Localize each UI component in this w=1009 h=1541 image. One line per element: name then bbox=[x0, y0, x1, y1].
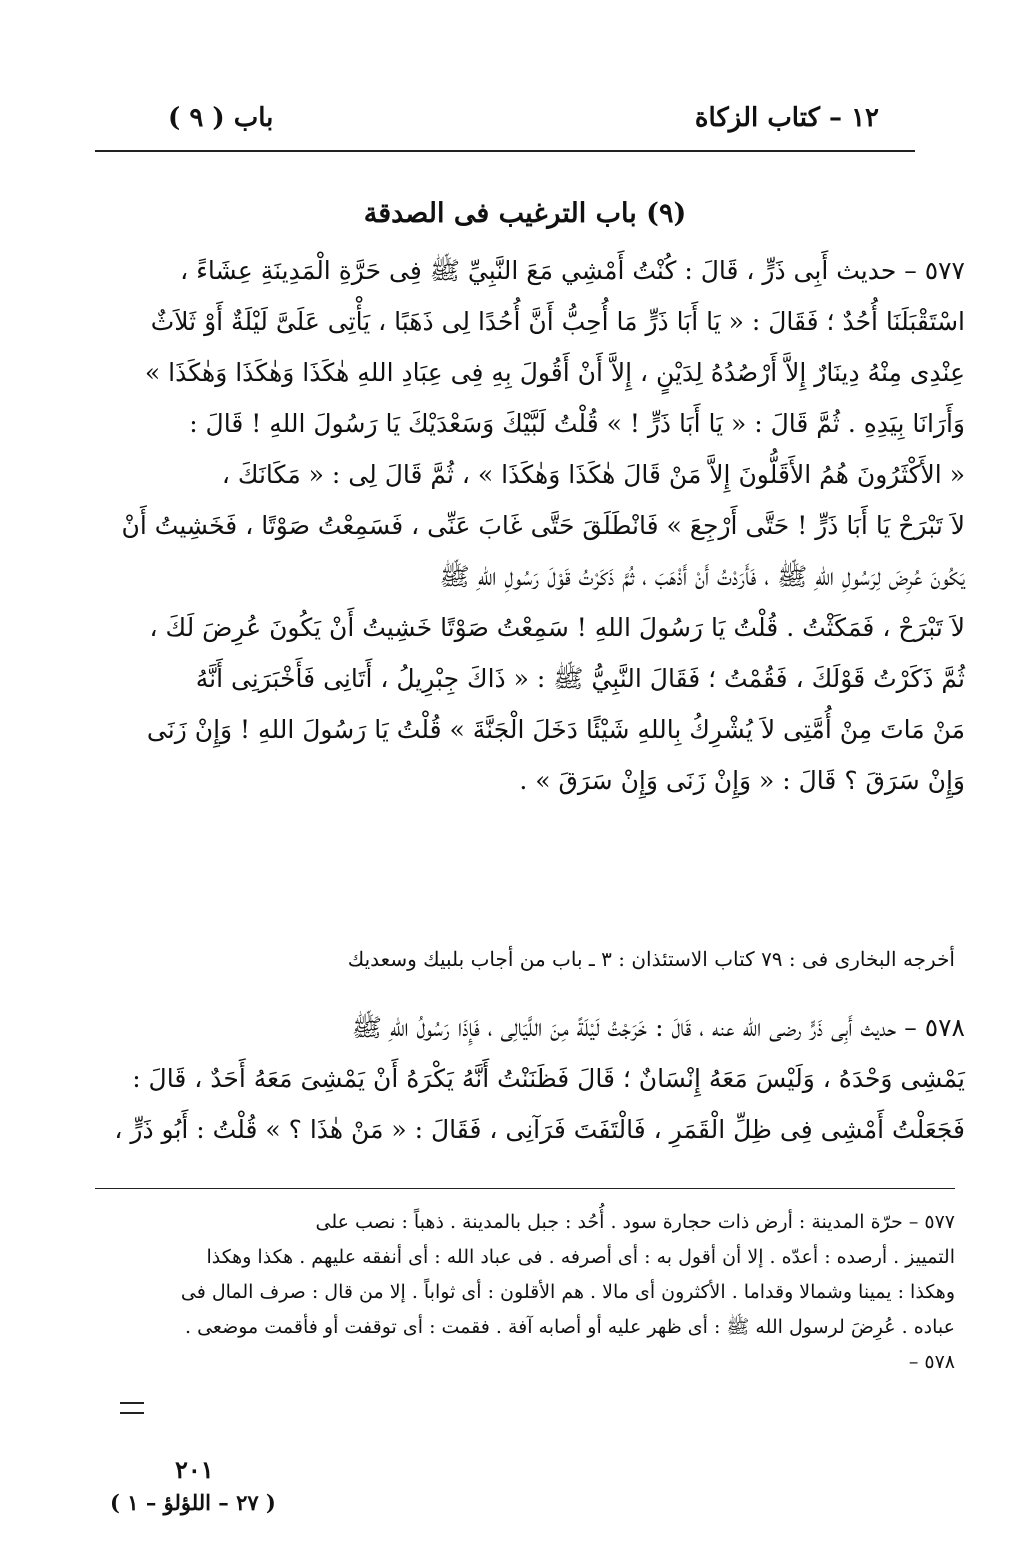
hadith-577-line: لاَ تَبْرَحْ يَا أَبَا ذَرٍّ ! حَتَّى أَرْجِعَ » فَانْطَلَقَ حَتَّى غَابَ عَنِّى ، فَسَمِعْتُ صَوْتًا ، فَخَشِيتُ أَنْ bbox=[121, 511, 965, 540]
hadith-577-line: عِنْدِى مِنْهُ دِينَارٌ إِلاَّ أَرْصُدُهُ لِدَيْنٍ ، إِلاَّ أَنْ أَقُولَ بِهِ فِى عِبَادِ اللهِ هٰكَذَا وَهٰكَذَا وَهٰكَذَا » bbox=[144, 358, 965, 387]
hadith-578-line: فَجَعَلْتُ أَمْشِى فِى ظِلِّ الْقَمَرِ ، فَالْتَفَتَ فَرَآنِى ، فَقَالَ : « مَنْ هٰذَا ؟ » قُلْتُ : أَبُو ذَرٍّ ، bbox=[114, 1115, 965, 1144]
hadith-577-line: وَأَرَانَا بِيَدِهِ . ثُمَّ قَالَ : « يَا أَبَا ذَرٍّ ! » قُلْتُ لَبَّيْكَ وَسَعْدَيْكَ يَا رَسُولَ اللهِ ! قَالَ : bbox=[189, 409, 965, 438]
footnote-line: ٥٧٧ – حرّة المدينة : أرض ذات حجارة سود . أُحُد : جبل بالمدينة . ذهباً : نصب على bbox=[315, 1211, 955, 1233]
section-title: (٩) باب الترغيب فى الصدقة bbox=[363, 198, 687, 229]
hadith-577-line: ٥٧٧ – حديث أَبِى ذَرٍّ ، قَالَ : كُنْتُ أَمْشِي مَعَ النَّبِيِّ ﷺ فِى حَرَّةِ الْمَدِينَةِ عِشَاءً ، bbox=[180, 256, 965, 285]
hadith-577-line: مَنْ مَاتَ مِنْ أُمَّتِى لاَ يُشْرِكُ بِاللهِ شَيْئًا دَخَلَ الْجَنَّةَ » قُلْتُ يَا رَسُولَ اللهِ ! وَإِنْ زَنَى bbox=[146, 715, 965, 744]
hadith-577-line: وَإِنْ سَرَقَ ؟ قَالَ : « وَإِنْ زَنَى وَإِنْ سَرَقَ » . bbox=[519, 766, 965, 795]
footnote-line: عباده . عُرِضَ لرسول الله ﷺ : أى ظهر عليه أو أصابه آفة . فقمت : أى توقفت أو فأقمت موضعى . bbox=[185, 1316, 955, 1338]
footnote-line: التمييز . أرصده : أعدّه . إلا أن أقول به : أى أصرفه . فى عباد الله : أى أنفقه عليهم . هكذا وهكذا bbox=[206, 1246, 955, 1268]
running-header-book: ١٢ – كتاب الزكاة bbox=[694, 103, 879, 133]
continuation-mark bbox=[120, 1402, 144, 1414]
printer-signature: ( ٢٧ – اللؤلؤ – ١ ) bbox=[110, 1490, 276, 1515]
hadith-578-line: يَمْشِى وَحْدَهُ ، وَلَيْسَ مَعَهُ إِنْسَانٌ ؛ قَالَ فَظَنَنْتُ أَنَّهُ يَكْرَهُ أَنْ يَمْشِىَ مَعَهُ أَحَدٌ ، قَالَ : bbox=[132, 1064, 965, 1093]
hadith-577 bbox=[95, 245, 965, 806]
hadith-577-line: اسْتَقْبَلَنَا أُحُدٌ ؛ فَقَالَ : « يَا أَبَا ذَرٍّ مَا أُحِبُّ أَنَّ أُحُدًا لِى ذَهَبًا ، يَأْتِى عَلَىَّ لَيْلَةٌ أَوْ ثَلاَثٌ bbox=[150, 307, 965, 336]
hadith-578 bbox=[95, 1002, 965, 1155]
page-number: ٢٠١ bbox=[175, 1455, 214, 1484]
source-reference-577: أخرجه البخارى فى : ٧٩ كتاب الاستئذان : ٣ ـ باب من أجاب بلبيك وسعديك bbox=[347, 947, 955, 971]
hadith-577-line: لاَ تَبْرَحْ ، فَمَكَثْتُ . قُلْتُ يَا رَسُولَ اللهِ ! سَمِعْتُ صَوْتًا خَشِيتُ أَنْ يَكُونَ عُرِضَ لَكَ ، bbox=[149, 613, 965, 642]
running-header-chapter: ( ٩ ) باب bbox=[168, 103, 274, 133]
footnotes bbox=[95, 1205, 955, 1380]
hadith-577-line: يَكُونَ عُرِضَ لِرَسُولِ اللهِ ﷺ ، فَأَرَدْتُ أَنْ أَذْهَبَ ، ثُمَّ ذَكَرْتُ قَوْلَ رَسُولِ اللهِ ﷺ bbox=[439, 562, 965, 591]
hadith-577-line: ثُمَّ ذَكَرْتُ قَوْلَكَ ، فَقُمْتُ ؛ فَقَالَ النَّبِيُّ ﷺ : « ذَاكَ جِبْرِيلُ ، أَتَانِى فَأَخْبَرَنِى أَنَّهُ bbox=[195, 664, 965, 693]
footnote-line: ٥٧٨ – bbox=[908, 1351, 955, 1373]
header-rule bbox=[95, 150, 915, 152]
footnotes-rule bbox=[95, 1188, 955, 1189]
hadith-577-line: « الأَكْثَرُونَ هُمُ الأَقَلُّونَ إِلاَّ مَنْ قَالَ هٰكَذَا وَهٰكَذَا » ، ثُمَّ قَالَ لِى : « مَكَانَكَ ، bbox=[221, 460, 965, 489]
footnote-line: وهكذا : يمينا وشمالا وقداما . الأكثرون أى مالا . هم الأقلون : أى ثواباً . إلا من قال : صرف المال فى bbox=[180, 1281, 955, 1303]
hadith-578-line: ٥٧٨ – حديث أَبِى ذَرٍّ رضى الله عنه ، قَالَ : خَرَجْتُ لَيْلَةً مِنَ اللَّيَالِى ، فَإِذَا رَسُولُ اللهِ ﷺ bbox=[351, 1013, 965, 1042]
